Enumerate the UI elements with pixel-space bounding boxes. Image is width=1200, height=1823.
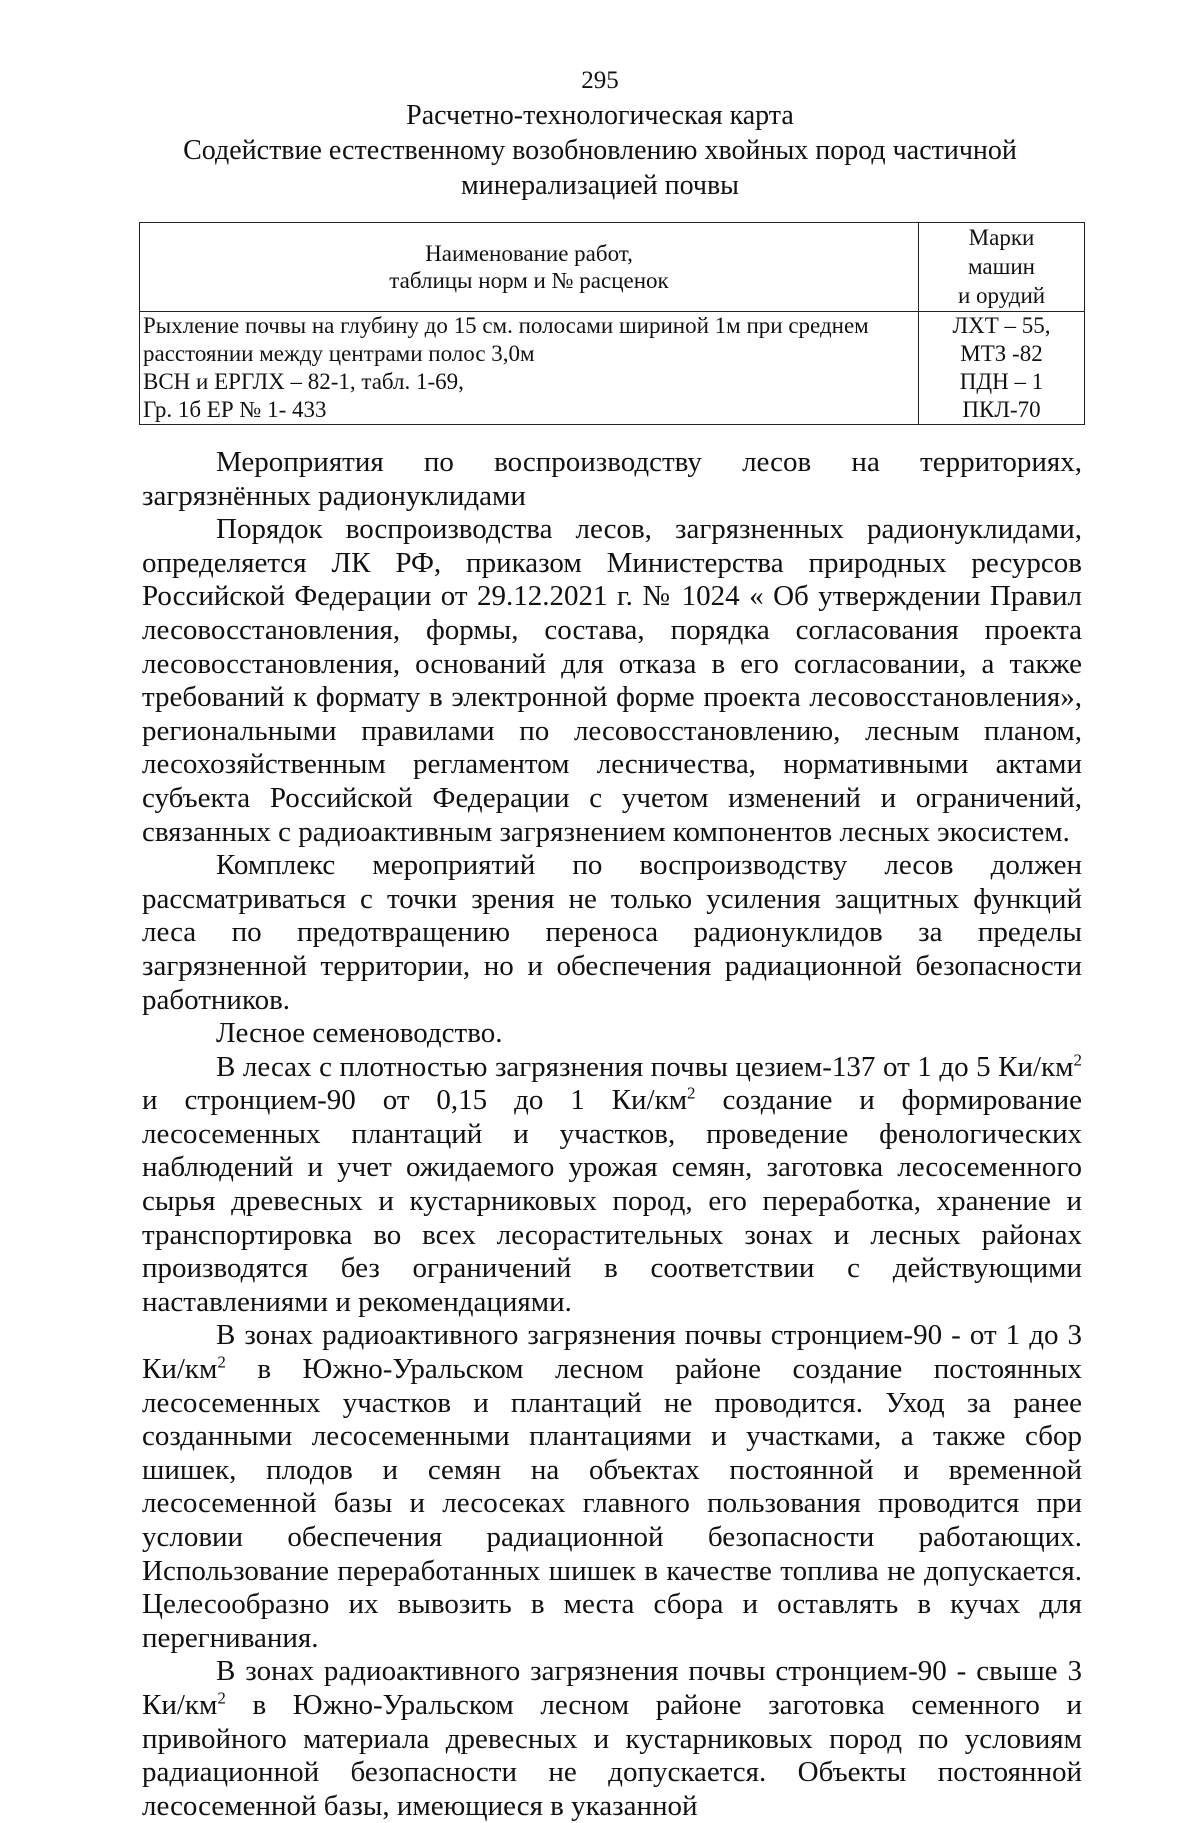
- text-span: создание и формирование лесосеменных плантаций и участков, проведение фенологических наблюдений и учет ожидаемого урожая семян, заготовка лесосеменного сырья древесных и кустарниковых пород, его переработка, хранение и транспортировка во всех лесорастительных зонах и лесных районах производятся без ограничений в соответствии с действующими наставлениями и рекомендациями.: [142, 1084, 1082, 1318]
- machine-line: МТЗ -82: [960, 341, 1043, 366]
- text-span: В лесах с плотностью загрязнения почвы цезием-137 от 1 до 5 Ки/км: [216, 1050, 1074, 1083]
- header-cell-machines: [919, 223, 1085, 312]
- superscript: 2: [687, 1083, 696, 1103]
- page-number: 295: [581, 67, 619, 94]
- work-line: Рыхление почвы на глубину до 15 см. полосами шириной 1м при среднем: [143, 313, 869, 338]
- header-machines-line-3: и орудий: [957, 283, 1046, 308]
- heading-line-1: Расчетно-технологическая карта: [406, 100, 794, 131]
- document-heading: [140, 98, 1060, 203]
- paragraph-strontium-over-3: [142, 1655, 1082, 1823]
- text-span: в Южно-Уральском лесном районе создание постоянных лесосеменных участков и плантаций не проводится. Уход за ранее созданными лесосеменными плантациями и участками, а также сбор шишек, плодов и семян на объектах постоянной и временной лесосеменной базы и лесосеках главного пользования проводится при условии обеспечения радиационной безопасности работающих. Использование переработанных шишек в качестве топлива не допускается. Целесообразно их вывозить в места сбора и оставлять в кучах для перегнивания.: [142, 1353, 1082, 1654]
- text-span: и стронцием-90 от 0,15 до 1 Ки/км: [142, 1084, 688, 1117]
- paragraph-complex-measures: Комплекс мероприятий по воспроизводству лесов должен рассматриваться с точки зрения не только усиления защитных функций леса по предотвращению переноса радионуклидов за пределы загрязненной территории, но и обеспечения радиационной безопасности работников.: [142, 849, 1082, 1016]
- text-span: В зонах радиоактивного загрязнения почвы стронцием-90 - свыше 3 Ки/км: [142, 1655, 1082, 1721]
- header-works-line-2: таблицы норм и № расценок: [389, 268, 669, 293]
- paragraph-heading-reforestation: Мероприятия по воспроизводству лесов на территориях, загрязнённых радионуклидами: [142, 446, 1082, 512]
- text-span: В зонах радиоактивного загрязнения почвы стронцием-90 - от 1 до 3 Ки/км: [142, 1319, 1082, 1386]
- machine-line: ПДН – 1: [959, 369, 1044, 394]
- machines-cell: [919, 312, 1085, 425]
- paragraph-cesium-zones: [142, 1051, 1082, 1320]
- header-works-line-1: Наименование работ,: [425, 241, 633, 266]
- tech-card-table: [139, 222, 1085, 425]
- superscript: 2: [217, 1352, 226, 1372]
- body-text: [142, 446, 1082, 1823]
- table-header-row: [140, 223, 1085, 312]
- paragraph-procedure: Порядок воспроизводства лесов, загрязненных радионуклидами, определяется ЛК РФ, приказом Министерства природных ресурсов Российской Федерации от 29.12.2021 г. № 1024 « Об утверждении Правил лесовосстановления, формы, состава, порядка согласования проекта лесовосстановления, оснований для отказа в его согласовании, а также требований к формату в электронной форме проекта лесовосстановления», региональными правилами по лесовосстановлению, лесным планом, лесохозяйственным регламентом лесничества, нормативными актами субъекта Российской Федерации с учетом изменений и ограничений, связанных с радиоактивным загрязнением компонентов лесных экосистем.: [142, 513, 1082, 848]
- heading-line-2: Содействие естественному возобновлению хвойных пород частичной: [183, 135, 1017, 166]
- work-line: расстоянии между центрами полос 3,0м: [143, 341, 535, 366]
- text-span: в Южно-Уральском лесном районе заготовка семенного и привойного материала древесных и кустарниковых пород по условиям радиационной безопасности не допускается. Объекты постоянной лесосеменной базы, имеющиеся в указанной: [142, 1688, 1082, 1822]
- paragraph-strontium-1-3: [142, 1319, 1082, 1655]
- header-cell-works: [140, 223, 919, 312]
- paragraph-seed-production-title: Лесное семеноводство.: [216, 1017, 503, 1050]
- work-line: ВСН и ЕРГЛХ – 82-1, табл. 1-69,: [143, 369, 464, 394]
- machine-line: ЛХТ – 55,: [952, 313, 1051, 338]
- machine-line: ПКЛ-70: [962, 397, 1041, 422]
- superscript: 2: [217, 1688, 226, 1708]
- superscript: 2: [1073, 1050, 1082, 1070]
- header-machines-line-2: машин: [968, 254, 1035, 279]
- heading-line-3: минерализацией почвы: [461, 170, 739, 201]
- table-body-row: [140, 312, 1085, 425]
- work-line: Гр. 1б ЕР № 1- 433: [143, 397, 327, 422]
- header-machines-line-1: Марки: [968, 225, 1035, 250]
- works-cell: [140, 312, 919, 425]
